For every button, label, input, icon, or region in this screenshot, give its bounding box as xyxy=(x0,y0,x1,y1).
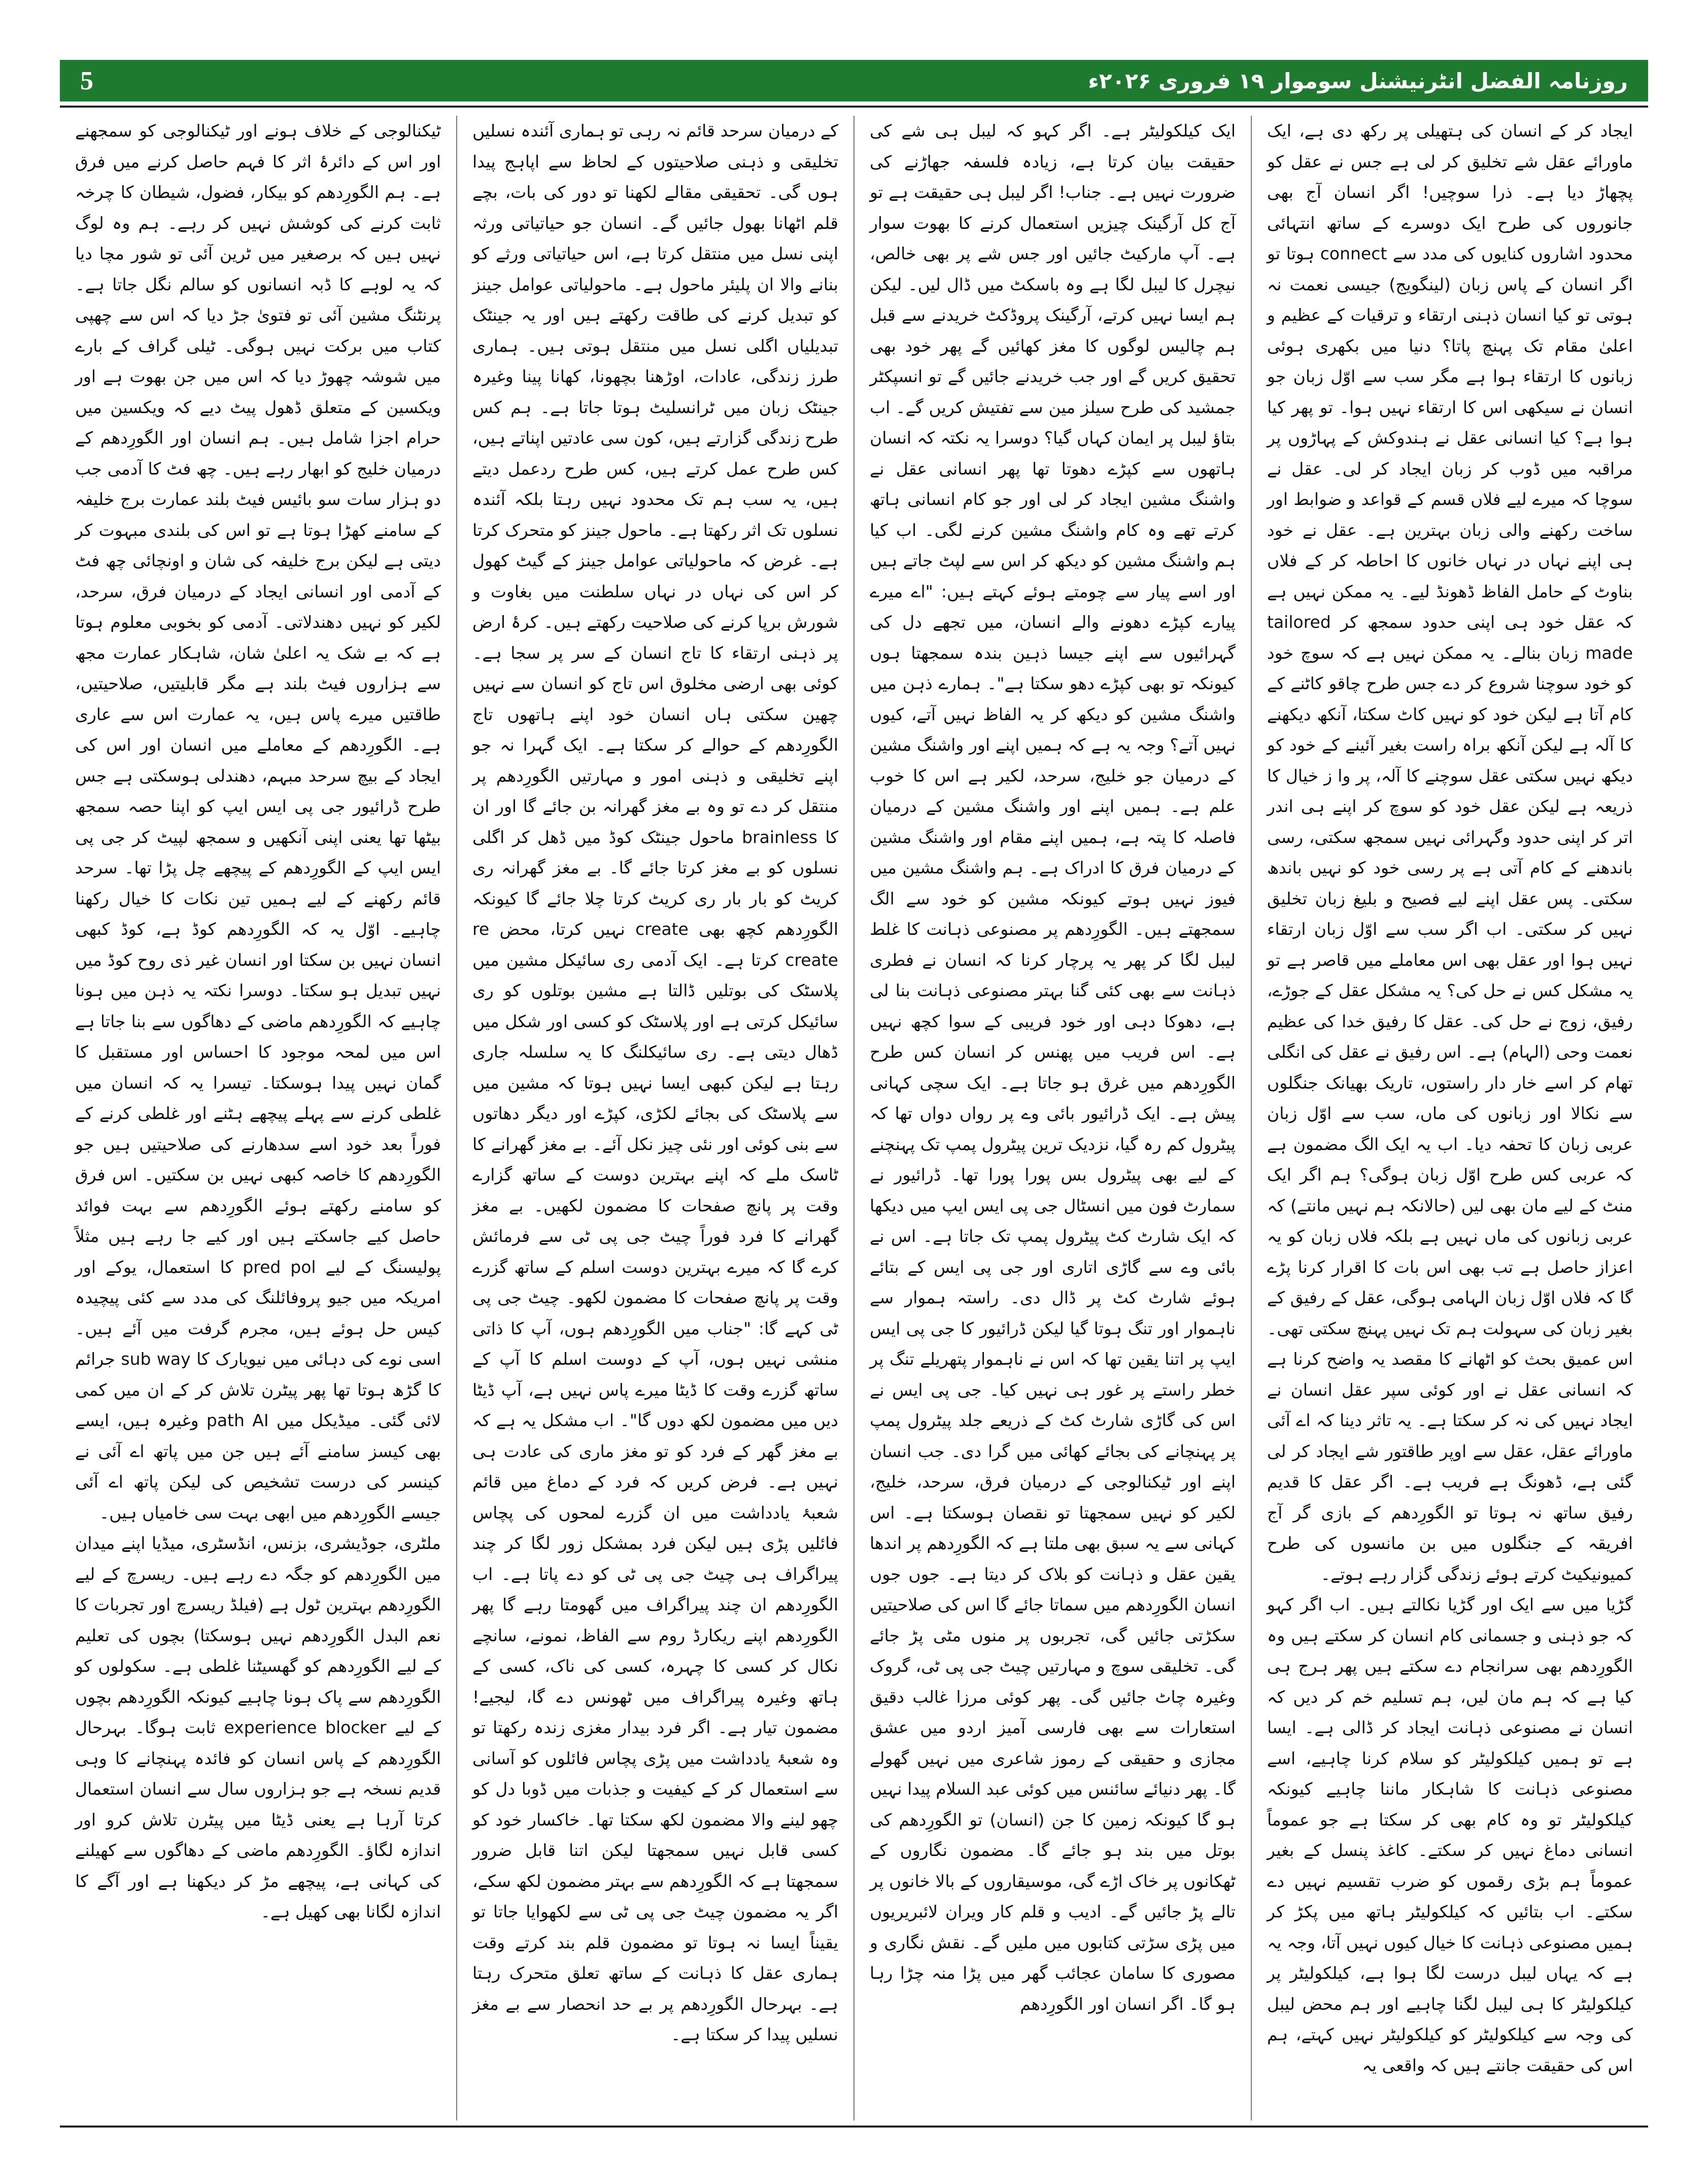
column-4 xyxy=(60,116,457,2120)
paragraph: گڑیا میں سے ایک اور گڑیا نکالتے ہیں۔ اب اگر کہو کہ جو ذہنی و جسمانی کام انسان کر سکتے ہیں وہ الگورِدھم بھی سرانجام دے سکتے ہیں پھر ہرج ہی کیا ہے کہ ہم مان لیں، ہم تسلیم خم کر دیں کہ انسان نے مصنوعی ذہانت ایجاد کر ڈالی ہے۔ ایسا ہے تو ہمیں کیلکولیٹر کو سلام کرنا چاہیے، اسے مصنوعی ذہانت کا شاہکار ماننا چاہیے کیونکہ کیلکولیٹر تو وہ کام بھی کر سکتا ہے جو عموماً انسانی دماغ نہیں کر سکتے۔ کاغذ پنسل کے بغیر عموماً ہم بڑی رقموں کو ضرب تقسیم نہیں دے سکتے۔ اب بتائیں کہ کیلکولیٹر ہاتھ میں پکڑ کر ہمیں مصنوعی ذہانت کا خیال کیوں نہیں آتا، وجہ یہ ہے کہ یہاں لیبل درست لگا ہوا ہے، کیلکولیٹر پر کیلکولیٹر کا ہی لیبل لگنا چاہیے اور ہم محض لیبل کی وجہ سے کیلکولیٹر کو کیلکولیٹر نہیں کہتے، ہم اس کی حقیقت جانتے ہیں کہ واقعی یہ xyxy=(1267,1595,1633,2075)
paragraph: ایک کیلکولیٹر ہے۔ اگر کہو کہ لیبل ہی شے کی حقیقت بیان کرتا ہے، زیادہ فلسفہ جھاڑنے کی ضرورت نہیں ہے۔ جناب! اگر لیبل ہی حقیقت ہے تو آج کل آرگینک چیزیں استعمال کرنے کا بھوت سوار ہے۔ آپ مارکیٹ جائیں اور جس شے پر بھی خالص، نیچرل کا لیبل لگا ہے وہ باسکٹ میں ڈال لیں۔ لیکن ہم ایسا نہیں کرتے، آرگینک پروڈکٹ خریدنے سے قبل ہم چالیس لوگوں کا مغز کھائیں گے پھر خود بھی تحقیق کریں گے اور جب خریدنے جائیں گے تو انسپکٹر جمشید کی طرح سیلز مین سے تفتیش کریں گے۔ اب بتاؤ لیبل پر ایمان کہاں گیا؟ دوسرا یہ نکتہ کہ انسان ہاتھوں سے کپڑے دھوتا تھا پھر انسانی عقل نے واشنگ مشین ایجاد کر لی اور جو کام انسانی ہاتھ کرتے تھے وہ کام واشنگ مشین کرنے لگی۔ اب کیا ہم واشنگ مشین کو دیکھ کر اس سے لپٹ جاتے ہیں اور اسے پیار سے چومتے ہوئے کہتے ہیں: "اے میرے پیارے کپڑے دھونے والے انسان، میں تجھے دل کی گہرائیوں سے اپنے جیسا ذہین بندہ سمجھتا ہوں کیونکہ تو بھی کپڑے دھو سکتا ہے"۔ ہمارے ذہن میں واشنگ مشین کو دیکھ کر یہ الفاظ نہیں آتے، کیوں نہیں آتے؟ وجہ یہ ہے کہ ہمیں اپنے اور واشنگ مشین کے درمیان جو خلیج، سرحد، لکیر ہے اس کا خوب علم ہے۔ ہمیں اپنے اور واشنگ مشین کے درمیان فاصلہ کا پتہ ہے، ہمیں اپنے مقام اور واشنگ مشین کے درمیان فرق کا ادراک ہے۔ ہم واشنگ مشین میں فیوز نہیں ہوتے کیونکہ مشین کو خود سے الگ سمجھتے ہیں۔ الگورِدھم پر مصنوعی ذہانت کا غلط لیبل لگا کر پھر یہ پرچار کرنا کہ انسان نے فطری ذہانت سے بھی کئی گنا بہتر مصنوعی ذہانت بنا لی ہے، دھوکا دہی اور خود فریبی کے سوا کچھ نہیں ہے۔ اس فریب میں پھنس کر انسان کس طرح الگورِدھم میں غرق ہو جاتا ہے۔ ایک سچی کہانی پیش ہے۔ ایک ڈرائیور بائی وے پر رواں دواں تھا کہ پیٹرول کم رہ گیا، نزدیک ترین پیٹرول پمپ تک پہنچنے کے لیے بھی پیٹرول بس پورا پورا تھا۔ ڈرائیور نے سمارٹ فون میں انسٹال جی پی ایس ایپ میں دیکھا کہ ایک شارٹ کٹ پیٹرول پمپ تک جاتا ہے۔ اس نے بائی وے سے گاڑی اتاری اور جی پی ایس کے بتائے ہوئے شارٹ کٹ پر ڈال دی۔ راستہ ہموار سے ناہموار اور تنگ ہوتا گیا لیکن ڈرائیور کا جی پی ایس ایپ پر اتنا یقین تھا کہ اس نے ناہموار پتھریلے تنگ پر خطر راستے پر غور ہی نہیں کیا۔ جی پی ایس نے اس کی گاڑی شارٹ کٹ کے ذریعے جلد پیٹرول پمپ پر پہنچانے کی بجائے کھائی میں گرا دی۔ جب انسان اپنے اور ٹیکنالوجی کے درمیان فرق، سرحد، خلیج، لکیر کو نہیں سمجھتا تو نقصان ہوسکتا ہے۔ اس کہانی سے یہ سبق بھی ملتا ہے کہ الگورِدھم پر اندھا یقین عقل و ذہانت کو بلاک کر دیتا ہے۔ جوں جوں انسان الگورِدھم میں سماتا جائے گا اس کی صلاحیتیں سکڑتی جائیں گی، تجربوں پر منوں مٹی پڑ جائے گی۔ تخلیقی سوچ و مہارتیں چیٹ جی پی ٹی، گروک وغیرہ چاٹ جائیں گی۔ پھر کوئی مرزا غالب دقیق استعارات سے بھی فارسی آمیز اردو میں عشق مجازی و حقیقی کے رموز شاعری میں نہیں گھولے گا۔ پھر دنیائے سائنس میں کوئی عبد السلام پیدا نہیں ہو گا کیونکہ زمین کا جن (انسان) تو الگورِدھم کی بوتل میں بند ہو جائے گا۔ مضمون نگاروں کے ٹھکانوں پر خاک اڑے گی، موسیقاروں کے بالا خانوں پر تالے پڑ جائیں گے۔ ادیب و قلم کار ویران لائبریریوں میں پڑی سڑتی کتابوں میں ملیں گے۔ نقش نگاری و مصوری کا سامان عجائب گھر میں پڑا منہ چڑا رہا ہو گا۔ اگر انسان اور الگورِدھم xyxy=(870,121,1236,2014)
paragraph: کے درمیان سرحد قائم نہ رہی تو ہماری آئندہ نسلیں تخلیقی و ذہنی صلاحیتوں کے لحاظ سے اپاہج پیدا ہوں گی۔ تحقیقی مقالے لکھنا تو دور کی بات، بچے قلم اٹھانا بھول جائیں گے۔ انسان جو حیاتیاتی ورثہ اپنی نسل میں منتقل کرتا ہے، اس حیاتیاتی ورثے کو بنانے والا ان پلیئر ماحول ہے۔ ماحولیاتی عوامل جینز کو تبدیل کرنے کی طاقت رکھتے ہیں اور یہ جینٹک تبدیلیاں اگلی نسل میں منتقل ہوتی ہیں۔ ہماری طرز زندگی، عادات، اوڑھنا بچھونا، کھانا پینا وغیرہ جینٹک زبان میں ٹرانسلیٹ ہوتا جاتا ہے۔ ہم کس طرح زندگی گزارتے ہیں، کون سی عادتیں اپناتے ہیں، کس طرح عمل کرتے ہیں، کس طرح ردعمل دیتے ہیں، یہ سب ہم تک محدود نہیں رہتا بلکہ آئندہ نسلوں تک اثر رکھتا ہے۔ ماحول جینز کو متحرک کرتا ہے۔ غرض کہ ماحولیاتی عوامل جینز کے گیٹ کھول کر اس کی نہاں در نہاں سلطنت میں بغاوت و شورش برپا کرنے کی صلاحیت رکھتے ہیں۔ کرۂ ارض پر ذہنی ارتقاء کا تاج انسان کے سر پر سجا ہے۔ کوئی بھی ارضی مخلوق اس تاج کو انسان سے نہیں چھین سکتی ہاں انسان خود اپنے ہاتھوں تاج الگورِدھم کے حوالے کر سکتا ہے۔ ایک گہرا نہ جو اپنے تخلیقی و ذہنی امور و مہارتیں الگورِدھم پر منتقل کر دے تو وہ بے مغز گھرانہ بن جائے گا اور ان کا brainless ماحول جینٹک کوڈ میں ڈھل کر اگلی نسلوں کو بے مغز کرتا جائے گا۔ بے مغز گھرانہ ری کریٹ کو بار بار ری کریٹ کرتا چلا جائے گا کیونکہ الگورِدھم کچھ بھی create نہیں کرتا، محض re create کرتا ہے۔ ایک آدمی ری سائیکل مشین میں پلاسٹک کی بوتلیں ڈالتا ہے مشین بوتلوں کو ری سائیکل کرتی ہے اور پلاسٹک کو کسی اور شکل میں ڈھال دیتی ہے۔ ری سائیکلنگ کا یہ سلسلہ جاری رہتا ہے لیکن کبھی ایسا نہیں ہوتا کہ مشین میں سے پلاسٹک کی بجائے لکڑی، کپڑے اور دیگر دھاتوں سے بنی کوئی اور نئی چیز نکل آئے۔ بے مغز گھرانے کا ٹاسک ملے کہ اپنے بہترین دوست کے ساتھ گزارے وقت پر پانچ صفحات کا مضمون لکھیں۔ بے مغز گھرانے کا فرد فوراً چیٹ جی پی ٹی سے فرمائش کرے گا کہ میرے بہترین دوست اسلم کے ساتھ گزرے وقت پر پانچ صفحات کا مضمون لکھو۔ چیٹ جی پی ٹی کہے گا: "جناب میں الگورِدھم ہوں، آپ کا ذاتی منشی نہیں ہوں، آپ کے دوست اسلم کا آپ کے ساتھ گزرے وقت کا ڈیٹا میرے پاس نہیں ہے، آپ ڈیٹا دیں میں مضمون لکھ دوں گا"۔ اب مشکل یہ ہے کہ بے مغز گھر کے فرد کو تو مغز ماری کی عادت ہی نہیں ہے۔ فرض کریں کہ فرد کے دماغ میں قائم شعبۂ یادداشت میں ان گزرے لمحوں کی پچاس فائلیں پڑی ہیں لیکن فرد بمشکل زور لگا کر چند پیراگراف ہی چیٹ جی پی ٹی کو دے پاتا ہے۔ اب الگورِدھم ان چند پیراگراف میں گھومتا رہے گا پھر الگورِدھم اپنے ریکارڈ روم سے الفاظ، نمونے، سانچے نکال کر کسی کا چہرہ، کسی کی ناک، کسی کے ہاتھ وغیرہ پیراگراف میں ٹھونس دے گا، لیجیے! مضمون تیار ہے۔ اگر فرد بیدار مغزی زندہ رکھتا تو وہ شعبۂ یادداشت میں پڑی پچاس فائلوں کو آسانی سے استعمال کر کے کیفیت و جذبات میں ڈوبا دل کو چھو لینے والا مضمون لکھ سکتا تھا۔ خاکسار خود کو کسی قابل نہیں سمجھتا لیکن اتنا قابل ضرور سمجھتا ہے کہ الگورِدھم سے بہتر مضمون لکھ سکے، اگر یہ مضمون چیٹ جی پی ٹی سے لکھوایا جاتا تو یقیناً ایسا نہ ہوتا تو مضمون قلم بند کرتے وقت ہماری عقل کا ذہانت کے ساتھ تعلق متحرک رہتا ہے۔ بہرحال الگورِدھم پر بے حد انحصار سے بے مغز نسلیں پیدا کر سکتا ہے۔ xyxy=(472,121,838,2044)
page-number: 5 xyxy=(80,66,93,95)
newspaper-title: روزنامہ الفضل انٹرنیشنل سوموار ۱۹ فروری ۲۰۲۶ء xyxy=(1088,68,1628,93)
column-1 xyxy=(1252,116,1648,2120)
paragraph: ملٹری، جوڈیشری، بزنس، انڈسٹری، میڈیا اپنے میدان میں الگورِدھم کو جگہ دے رہے ہیں۔ ریسرچ کے لیے الگورِدھم بہترین ٹول ہے (فیلڈ ریسرچ اور تجربات کا نعم البدل الگورِدھم نہیں ہوسکتا) بچوں کی تعلیم کے لیے الگورِدھم کو گھسیٹنا غلطی ہے۔ سکولوں کو الگورِدھم سے پاک ہونا چاہیے کیونکہ الگورِدھم بچوں کے لیے experience blocker ثابت ہوگا۔ بہرحال الگورِدھم کے پاس انسان کو فائدہ پہنچانے کا وہی قدیم نسخہ ہے جو ہزاروں سال سے انسان استعمال کرتا آرہا ہے یعنی ڈیٹا میں پیٹرن تلاش کرو اور اندازہ لگاؤ۔ الگورِدھم ماضی کے دھاگوں سے کھیلنے کی کہانی ہے، پیچھے مڑ کر دیکھنا ہے اور آگے کا اندازہ لگانا بھی کھیل ہے۔ xyxy=(75,1533,441,1921)
masthead xyxy=(60,60,1648,102)
column-2 xyxy=(855,116,1252,2120)
top-rule xyxy=(60,106,1648,108)
bottom-rule xyxy=(60,2126,1648,2128)
column-3 xyxy=(457,116,855,2120)
paragraph: ٹیکنالوجی کے خلاف ہونے اور ٹیکنالوجی کو سمجھنے اور اس کے دائرۂ اثر کا فہم حاصل کرنے میں فرق ہے۔ ہم الگورِدھم کو بیکار، فضول، شیطان کا چرخہ ثابت کرنے کی کوشش نہیں کر رہے۔ ہم وہ لوگ نہیں ہیں کہ برصغیر میں ٹرین آئی تو شور مچا دیا کہ یہ لوہے کا ڈبہ انسانوں کو سالم نگل جاتا ہے۔ پرنٹنگ مشین آئی تو فتویٰ جڑ دیا کہ اس سے چھپی کتاب میں برکت نہیں ہوگی۔ ٹیلی گراف کے بارے میں شوشہ چھوڑ دیا کہ اس میں جن بھوت ہے اور ویکسین کے متعلق ڈھول پیٹ دیے کہ ویکسین میں حرام اجزا شامل ہیں۔ ہم انسان اور الگورِدھم کے درمیان خلیج کو ابھار رہے ہیں۔ چھ فٹ کا آدمی جب دو ہزار سات سو بائیس فیٹ بلند عمارت برج خلیفہ کے سامنے کھڑا ہوتا ہے تو اس کی بلندی مبہوت کر دیتی ہے لیکن برج خلیفہ کی شان و اونچائی چھ فٹ کے آدمی اور انسانی ایجاد کے درمیان فرق، سرحد، لکیر کو نہیں دھندلاتی۔ آدمی کو بخوبی معلوم ہوتا ہے کہ بے شک یہ اعلیٰ شان، شاہکار عمارت مجھ سے ہزاروں فیٹ بلند ہے مگر قابلیتیں، صلاحیتیں، طاقتیں میرے پاس ہیں، یہ عمارت اس سے عاری ہے۔ الگورِدھم کے معاملے میں انسان اور اس کی ایجاد کے بیچ سرحد مبہم، دھندلی ہوسکتی ہے جس طرح ڈرائیور جی پی ایس ایپ کو اپنا حصہ سمجھ بیٹھا تھا یعنی اپنی آنکھیں و سمجھ لپیٹ کر جی پی ایس ایپ کے الگورِدھم کے پیچھے چل پڑا تھا۔ سرحد قائم رکھنے کے لیے ہمیں تین نکات کا خیال رکھنا چاہیے۔ اوّل یہ کہ الگورِدھم کوڈ ہے، کوڈ کبھی انسان نہیں بن سکتا اور انسان غیر ذی روح کوڈ میں نہیں تبدیل ہو سکتا۔ دوسرا نکتہ یہ ذہن میں ہونا چاہیے کہ الگورِدھم ماضی کے دھاگوں سے بنا جاتا ہے اس میں لمحہ موجود کا احساس اور مستقبل کا گمان نہیں پیدا ہوسکتا۔ تیسرا یہ کہ انسان میں غلطی کرنے سے پہلے پیچھے ہٹنے اور غلطی کرنے کے فوراً بعد خود اسے سدھارنے کی صلاحیتیں ہیں جو الگورِدھم کا خاصہ کبھی نہیں بن سکتیں۔ اس فرق کو سامنے رکھتے ہوئے الگورِدھم سے بہت فوائد حاصل کیے جاسکتے ہیں اور کیے جا رہے ہیں مثلاً پولیسنگ کے لیے pred pol کا استعمال، یوکے اور امریکہ میں جیو پروفائلنگ کی مدد سے کئی پیچیدہ کیس حل ہوئے ہیں، مجرم گرفت میں آئے ہیں۔ اسی نوے کی دہائی میں نیویارک کا sub way جرائم کا گڑھ ہوتا تھا پھر پیٹرن تلاش کر کے ان میں کمی لائی گئی۔ میڈیکل میں path AI وغیرہ ہیں، ایسے بھی کیسز سامنے آئے ہیں جن میں پاتھ اے آئی نے کینسر کی درست تشخیص کی لیکن پاتھ اے آئی جیسے الگورِدھم میں ابھی بہت سی خامیاں ہیں۔ xyxy=(75,121,441,1523)
paragraph: ایجاد کر کے انسان کی ہتھیلی پر رکھ دی ہے، ایک ماورائے عقل شے تخلیق کر لی ہے جس نے عقل کو پچھاڑ دیا ہے۔ ذرا سوچیں! اگر انسان آج بھی جانوروں کی طرح ایک دوسرے کے ساتھ انتہائی محدود اشاروں کنایوں کی مدد سے connect ہوتا تو اگر انسان کے پاس زبان (لینگویج) جیسی نعمت نہ ہوتی تو کیا انسان ذہنی ارتقاء و ترقیات کے عظیم و اعلیٰ مقام تک پہنچ پاتا؟ دنیا میں بکھری ہوئی زبانوں کا ارتقاء ہوا ہے مگر سب سے اوّل زبان جو انسان نے سیکھی اس کا ارتقاء نہیں ہوا۔ تو پھر کیا ہوا ہے؟ کیا انسانی عقل نے ہندوکش کے پہاڑوں پر مراقبہ میں ڈوب کر زبان ایجاد کر لی۔ عقل نے سوچا کہ میرے لیے فلاں قسم کے قواعد و ضوابط اور ساخت رکھنے والی زبان بہترین ہے۔ عقل نے خود ہی اپنے نہاں در نہاں خانوں کا احاطہ کر کے فلاں بناوٹ کے حامل الفاظ ڈھونڈ لیے۔ یہ ممکن نہیں ہے کہ عقل خود ہی اپنی حدود سمجھ کر tailored made زبان بنالے۔ یہ ممکن نہیں ہے کہ سوچ خود کو خود سوچنا شروع کر دے جس طرح چاقو کاٹنے کے کام آتا ہے لیکن خود کو نہیں کاٹ سکتا، آنکھ دیکھنے کا آلہ ہے لیکن آنکھ براہ راست بغیر آئینے کے خود کو دیکھ نہیں سکتی عقل سوچنے کا آلہ، پر وا ز خیال کا ذریعہ ہے لیکن عقل خود کو سوچ کر اپنے ہی اندر اتر کر اپنی حدود وگہرائی نہیں سمجھ سکتی، رسی باندھنے کے کام آتی ہے پر رسی خود کو نہیں باندھ سکتی۔ پس عقل اپنے لیے فصیح و بلیغ زبان تخلیق نہیں کر سکتی۔ اب اگر سب سے اوّل زبان ارتقاء نہیں ہوا اور عقل بھی اس معاملے میں قاصر ہے تو یہ مشکل کس نے حل کی؟ یہ مشکل عقل کے جوڑے، رفیق، زوج نے حل کی۔ عقل کا رفیق خدا کی عظیم نعمت وحی (الہام) ہے۔ اس رفیق نے عقل کی انگلی تھام کر اسے خار دار راستوں، تاریک بھیانک جنگلوں سے نکالا اور زبانوں کی ماں، سب سے اوّل زبان عربی زبان کا تحفہ دیا۔ اب یہ ایک الگ مضمون ہے کہ عربی کس طرح اوّل زبان ہوگی؟ ہم اگر ایک منٹ کے لیے مان بھی لیں (حالانکہ ہم نہیں مانتے) کہ عربی زبانوں کی ماں نہیں ہے بلکہ فلاں زبان کو یہ اعزاز حاصل ہے تب بھی اس بات کا اقرار کرنا پڑے گا کہ فلاں اوّل زبان الہامی ہوگی، عقل کے رفیق کے بغیر زبان کی سہولت ہم تک نہیں پہنچ سکتی تھی۔ اس عمیق بحث کو اٹھانے کا مقصد یہ واضح کرنا ہے کہ انسانی عقل نے اور کوئی سپر عقل انسان نے ایجاد نہیں کی نہ کر سکتا ہے۔ یہ تاثر دینا کہ اے آئی ماورائے عقل، عقل سے اوپر طاقتور شے ایجاد کر لی گئی ہے، ڈھونگ ہے فریب ہے۔ اگر عقل کا قدیم رفیق ساتھ نہ ہوتا تو الگورِدھم کے بازی گر آج افریقہ کے جنگلوں میں بن مانسوں کی طرح کمیونیکیٹ کرتے ہوئے زندگی گزار رہے ہوتے۔ xyxy=(1267,121,1633,1584)
article-columns xyxy=(60,116,1648,2120)
